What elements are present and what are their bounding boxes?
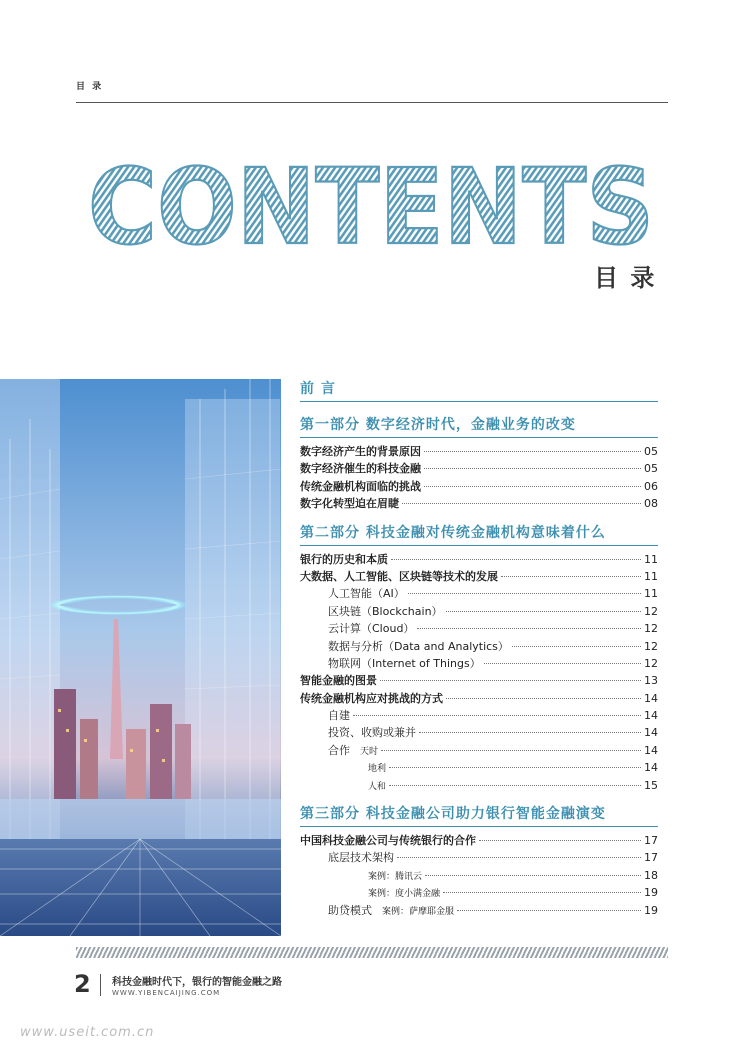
toc-entry[interactable] (300, 742, 658, 759)
toc-entry-title: 人工智能（AI） (328, 587, 405, 601)
toc-page-number: 14 (644, 691, 658, 705)
toc-entry-title: 案例：腾讯云 (368, 871, 423, 882)
toc-entry[interactable] (300, 884, 658, 901)
toc-page-number: 17 (644, 834, 658, 848)
toc-entry[interactable] (300, 849, 658, 866)
toc-leader-dots (425, 875, 641, 876)
toc-entry-title: 物联网（Internet of Things） (328, 656, 481, 670)
toc-page-number: 08 (644, 497, 658, 511)
toc-entry-title: 自建 (328, 709, 350, 723)
toc-leader-dots (402, 503, 641, 504)
toc-leader-dots (446, 698, 641, 699)
toc-section-heading[interactable]: 第三部分 科技金融公司助力银行智能金融演变 (300, 803, 658, 827)
toc-entry-title: 数字经济产生的背景原因 (300, 445, 421, 458)
toc-leader-dots (446, 611, 641, 612)
toc-entry-title: 中国科技金融公司与传统银行的合作 (300, 834, 476, 848)
contents-title-text: CONTENTS (88, 155, 654, 255)
toc-page-number: 15 (644, 778, 658, 792)
toc-entry[interactable] (300, 443, 658, 460)
toc-page-number: 14 (644, 709, 658, 723)
toc-entry[interactable] (300, 585, 658, 602)
toc-page-number: 17 (644, 851, 658, 865)
toc-entry[interactable] (300, 603, 658, 620)
toc-leader-dots (419, 732, 641, 733)
footer-divider (100, 974, 101, 996)
header-divider (76, 102, 668, 103)
toc-leader-dots (424, 486, 641, 487)
toc-leader-dots (381, 750, 641, 751)
toc-page-number: 05 (644, 445, 658, 458)
toc-leader-dots (389, 785, 641, 786)
toc-leader-dots (380, 680, 641, 681)
toc-entry-title: 案例：度小满金融 (368, 889, 441, 900)
toc-entry-title: 助贷模式 (328, 903, 372, 917)
toc-entry-title: 地利 (368, 764, 387, 775)
toc-entry[interactable] (300, 707, 658, 724)
toc-entry[interactable] (300, 759, 658, 776)
toc-entry-title: 人和 (368, 781, 387, 792)
toc-entry-title: 合作 (328, 743, 350, 757)
toc-page-number: 05 (644, 462, 658, 476)
toc-leader-dots (397, 857, 641, 858)
toc-entry[interactable] (300, 672, 658, 689)
contents-subtitle: 目 录 (594, 264, 657, 292)
toc-entry-title: 底层技术架构 (328, 851, 394, 865)
toc-entry[interactable] (300, 902, 658, 919)
toc-entry-title: 传统金融机构面临的挑战 (300, 479, 421, 493)
footer-stripe-divider (76, 947, 668, 958)
page-number: 2 (74, 970, 91, 998)
toc-entry[interactable] (300, 568, 658, 585)
toc-entry[interactable] (300, 495, 658, 512)
toc-page-number: 14 (644, 761, 658, 775)
footer-title: 科技金融时代下，银行的智能金融之路 (112, 977, 282, 988)
toc-entry[interactable] (300, 620, 658, 637)
toc-leader-dots (408, 593, 641, 594)
toc-leader-dots (443, 892, 641, 893)
toc-leader-dots (353, 715, 641, 716)
toc-entry[interactable] (300, 867, 658, 884)
toc-entry[interactable] (300, 638, 658, 655)
toc-entry[interactable] (300, 655, 658, 672)
toc-preface[interactable]: 前 言 (300, 378, 658, 402)
toc-entry-title: 银行的历史和本质 (300, 552, 388, 566)
toc-leader-dots (424, 468, 641, 469)
toc-page-number: 19 (644, 886, 658, 900)
toc-entry-title: 区块链（Blockchain） (328, 604, 443, 618)
toc-entry-title: 数据与分析（Data and Analytics） (328, 639, 509, 653)
toc-page-number: 12 (644, 656, 658, 670)
toc-page-number: 11 (644, 552, 658, 566)
toc-leader-dots (391, 559, 641, 560)
toc-leader-dots (484, 663, 641, 664)
footer-url: WWW.YIBENCAIJING.COM (112, 989, 221, 997)
toc-entry-subtitle: 天时 (360, 746, 379, 757)
toc-leader-dots (479, 840, 641, 841)
watermark: www.useit.com.cn (20, 1025, 155, 1040)
toc-entry-title: 数字化转型迫在眉睫 (300, 497, 399, 511)
toc-leader-dots (457, 910, 641, 911)
toc-page-number: 12 (644, 639, 658, 653)
toc-page-number: 06 (644, 479, 658, 493)
toc-entry-title: 云计算（Cloud） (328, 622, 415, 636)
toc-entry-subtitle: 案例：萨摩耶金服 (382, 906, 455, 917)
toc-entry[interactable] (300, 551, 658, 568)
toc-leader-dots (389, 767, 641, 768)
table-of-contents (300, 378, 658, 919)
toc-section-heading[interactable]: 第一部分 数字经济时代，金融业务的改变 (300, 414, 658, 438)
header-label: 目 录 (76, 82, 104, 92)
toc-page-number: 11 (644, 569, 658, 583)
toc-page-number: 14 (644, 726, 658, 740)
toc-page-number: 12 (644, 604, 658, 618)
toc-entry[interactable] (300, 724, 658, 741)
toc-page-number: 19 (644, 903, 658, 917)
toc-page-number: 12 (644, 622, 658, 636)
city-skyline-image (0, 379, 281, 936)
toc-entry[interactable] (300, 777, 658, 794)
toc-entry-title: 智能金融的图景 (300, 674, 377, 688)
toc-leader-dots (501, 576, 641, 577)
toc-leader-dots (512, 646, 641, 647)
toc-leader-dots (424, 451, 641, 452)
toc-entry-title: 大数据、人工智能、区块链等技术的发展 (300, 569, 498, 583)
toc-page-number: 13 (644, 674, 658, 688)
toc-entry-title: 投资、收购或兼并 (328, 726, 416, 740)
toc-leader-dots (417, 628, 641, 629)
toc-entry-title: 传统金融机构应对挑战的方式 (300, 691, 443, 705)
toc-entry[interactable] (300, 460, 658, 477)
toc-section-heading[interactable]: 第二部分 科技金融对传统金融机构意味着什么 (300, 522, 658, 546)
toc-entry[interactable] (300, 690, 658, 707)
toc-page-number: 11 (644, 587, 658, 601)
toc-page-number: 18 (644, 868, 658, 882)
contents-title (86, 155, 656, 255)
toc-entry[interactable] (300, 832, 658, 849)
toc-entry-title: 数字经济催生的科技金融 (300, 462, 421, 476)
toc-page-number: 14 (644, 743, 658, 757)
toc-entry[interactable] (300, 478, 658, 495)
